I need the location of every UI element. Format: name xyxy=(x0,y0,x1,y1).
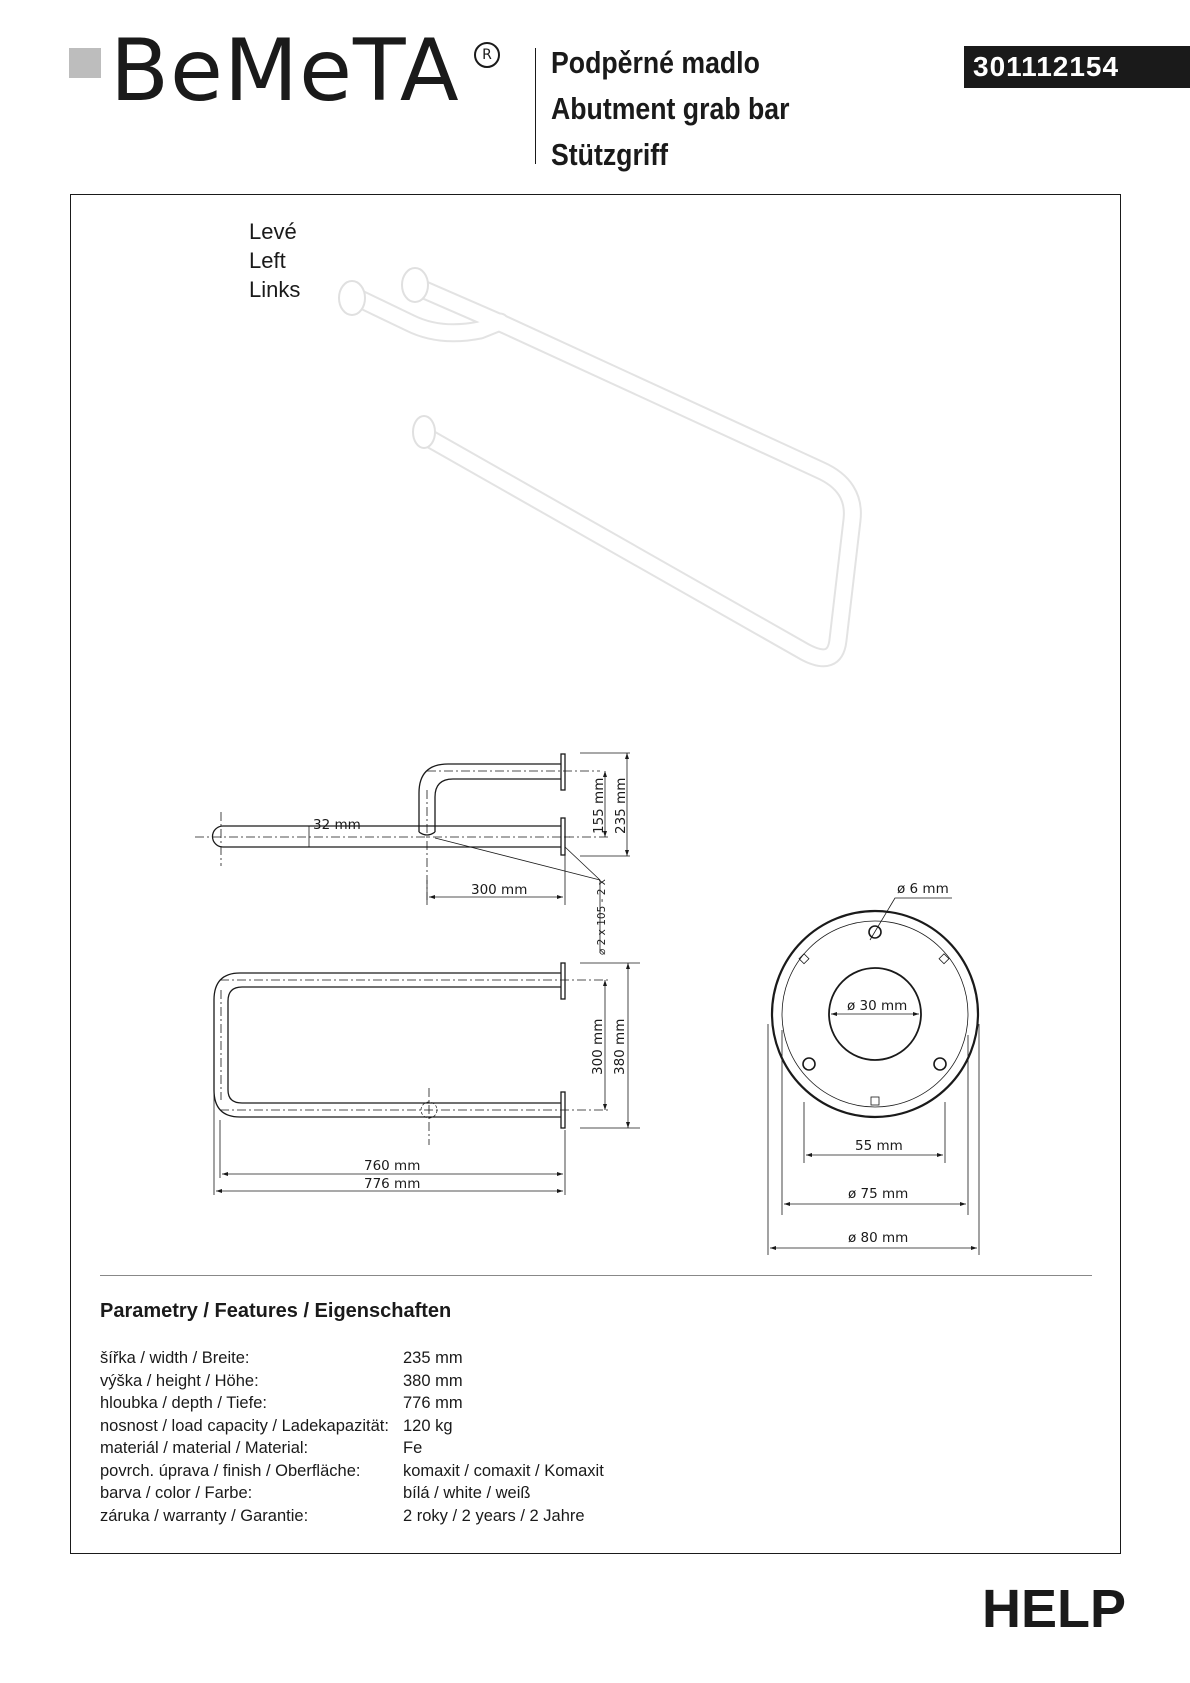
dim-length-inner: 760 mm xyxy=(364,1158,421,1174)
feature-row: materiál / material / Material: Fe xyxy=(100,1439,423,1457)
screw-note: ⌀ 2 x 105 - 2 x xyxy=(596,879,608,955)
dim-hole-spacing: 55 mm xyxy=(855,1138,903,1154)
feature-row: nosnost / load capacity / Ladekapazität: 120 kg xyxy=(100,1416,453,1435)
variant-de: Links xyxy=(249,277,301,302)
brand-logo: BeMeTA xyxy=(110,21,460,121)
product-code-badge: 301112154 xyxy=(964,46,1190,88)
dim-arm-height: 300 mm xyxy=(590,1018,606,1075)
feature-row: záruka / warranty / Garantie: 2 roky / 2 years / 2 Jahre xyxy=(100,1506,585,1525)
title-en: Abutment grab bar xyxy=(551,91,790,126)
title-de: Stützgriff xyxy=(551,137,668,172)
feature-row: šířka / width / Breite: 235 mm xyxy=(100,1349,463,1367)
dim-arm-spacing: 155 mm xyxy=(591,777,607,834)
feature-row: výška / height / Höhe: 380 mm xyxy=(100,1371,463,1390)
dim-screw-hole: ø 6 mm xyxy=(897,881,949,897)
wall-rosette xyxy=(339,281,365,315)
dim-rosette-diameter: ø 80 mm xyxy=(848,1230,909,1246)
product-photo xyxy=(339,268,852,658)
features-heading: Parametry / Features / Eigenschaften xyxy=(100,1300,452,1322)
feature-row: povrch. úprava / finish / Oberfläche: komaxit / comaxit / Komaxit xyxy=(100,1461,604,1480)
side-view-drawing xyxy=(214,963,640,1195)
dim-tube-diameter: 32 mm xyxy=(313,817,361,833)
dim-inner-diameter: ø 30 mm xyxy=(847,998,908,1014)
wall-rosette xyxy=(402,268,428,302)
dim-riser-offset: 300 mm xyxy=(471,882,528,898)
dim-bolt-circle: ø 75 mm xyxy=(848,1186,909,1202)
title-cz: Podpěrné madlo xyxy=(551,45,760,80)
feature-row: hloubka / depth / Tiefe: 776 mm xyxy=(100,1394,463,1412)
top-view-drawing xyxy=(195,753,630,953)
series-name: HELP xyxy=(982,1579,1127,1639)
dim-width: 235 mm xyxy=(613,777,629,834)
dim-height: 380 mm xyxy=(612,1018,628,1075)
dim-length-total: 776 mm xyxy=(364,1176,421,1192)
section-divider xyxy=(100,1275,1092,1276)
variant-cz: Levé xyxy=(249,219,297,244)
variant-en: Left xyxy=(249,248,286,273)
registered-mark-icon: R xyxy=(474,42,500,68)
feature-row: barva / color / Farbe: bílá / white / weiß xyxy=(100,1484,531,1502)
features-table xyxy=(100,1347,604,1527)
wall-rosette xyxy=(413,416,435,448)
